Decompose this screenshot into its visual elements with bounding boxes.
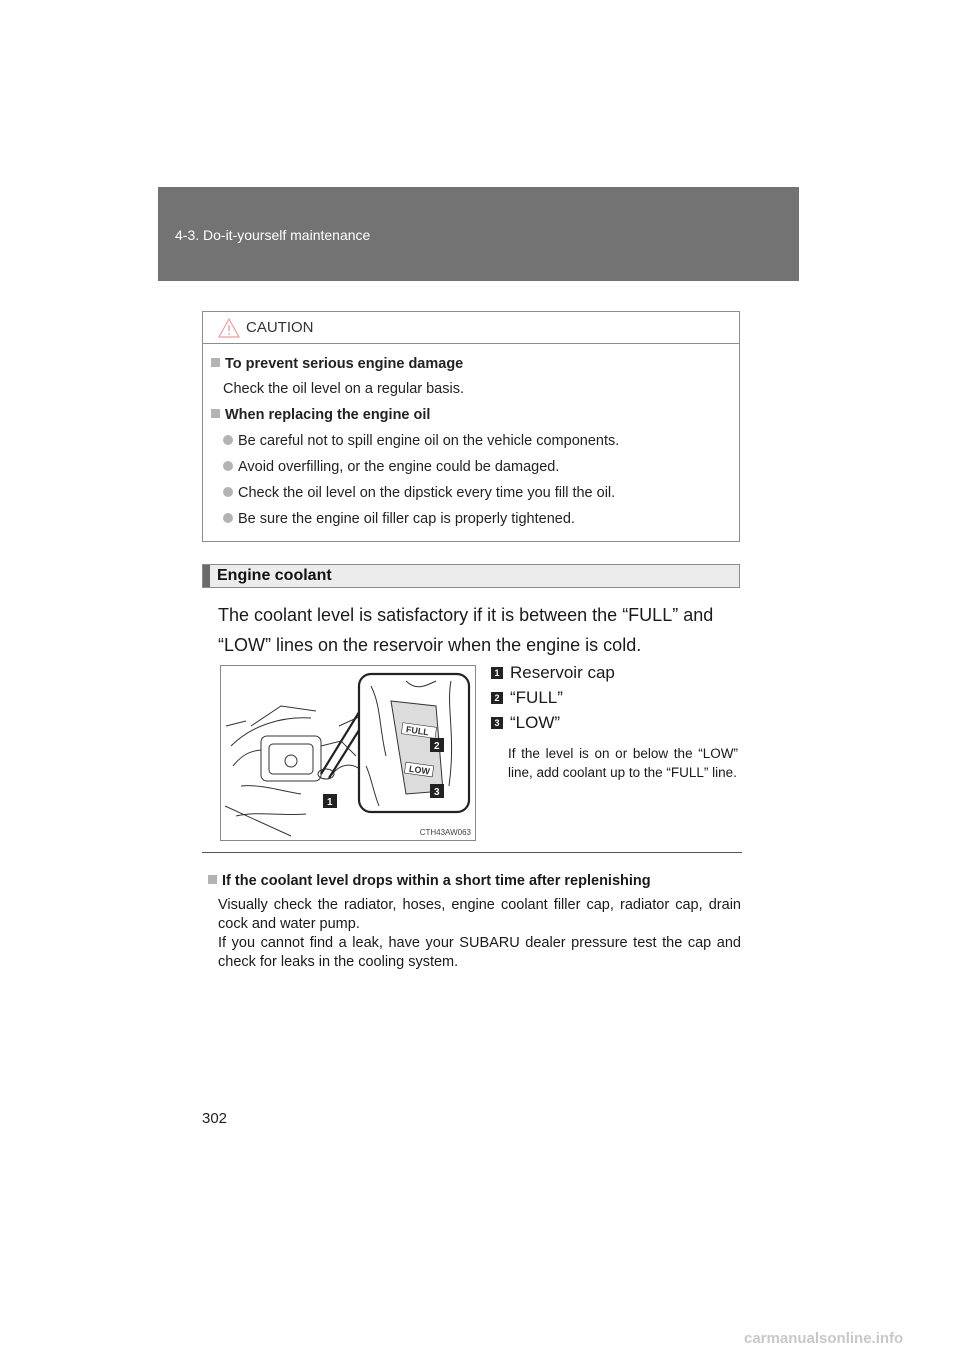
legend-item-3: 3 “LOW” [491,713,560,733]
caution-group-2-title: When replacing the engine oil [211,407,430,423]
square-bullet-icon [208,875,217,884]
caution-group-1-text: Check the oil level on a regular basis. [223,381,464,397]
legend-item-1: 1 Reservoir cap [491,663,615,683]
warning-triangle-icon [218,318,240,338]
round-bullet-icon [223,435,233,445]
low-mark: LOW [408,763,431,777]
caution-bullet: Avoid overfilling, or the engine could be damaged. [223,459,559,475]
divider [202,852,742,853]
coolant-note: If the level is on or below the “LOW” line, add coolant up to the “FULL” line. [508,746,738,780]
engine-bay-drawing [221,666,475,840]
info-text [218,896,741,972]
caution-label: CAUTION [246,319,314,336]
round-bullet-icon [223,513,233,523]
caution-header [203,312,739,344]
caution-bullet: Be careful not to spill engine oil on the vehicle components. [223,433,619,449]
info-paragraph-2: If you cannot find a leak, have your SUBARU dealer pressure test the cap and check for leaks in the cooling system. [218,935,741,970]
section-title-bar [202,564,740,588]
caution-group-1-title: To prevent serious engine damage [211,356,463,372]
legend-item-2: 2 “FULL” [491,688,563,708]
info-title: If the coolant level drops within a short time after replenishing [208,873,651,889]
watermark: carmanualsonline.info [744,1330,904,1347]
legend-number: 2 [491,692,503,704]
square-bullet-icon [211,409,220,418]
round-bullet-icon [223,487,233,497]
page-header [158,187,799,281]
full-mark: FULL [405,724,430,738]
legend-number: 3 [491,717,503,729]
callout-3-num: 3 [434,787,440,798]
info-paragraph-1: Visually check the radiator, hoses, engine coolant filler cap, radiator cap, drain cock and water pump. [218,897,741,932]
caution-bullet: Check the oil level on the dipstick every time you fill the oil. [223,485,615,501]
callout-2-num: 2 [434,741,440,752]
callout-1-num: 1 [327,797,333,808]
section-title: Engine coolant [217,567,332,584]
title-accent [203,565,210,587]
round-bullet-icon [223,461,233,471]
square-bullet-icon [211,358,220,367]
legend-number: 1 [491,667,503,679]
caution-box [202,311,740,542]
section-label: 4-3. Do-it-yourself maintenance [175,227,371,243]
caution-bullet: Be sure the engine oil filler cap is properly tightened. [223,511,575,527]
page-number: 302 [202,1110,228,1127]
section-paragraph: The coolant level is satisfactory if it is between the “FULL” and “LOW” lines on the reservoir when the engine is cold. [218,605,714,655]
figure-code: CTH43AW063 [419,828,471,837]
engine-illustration [220,665,476,841]
